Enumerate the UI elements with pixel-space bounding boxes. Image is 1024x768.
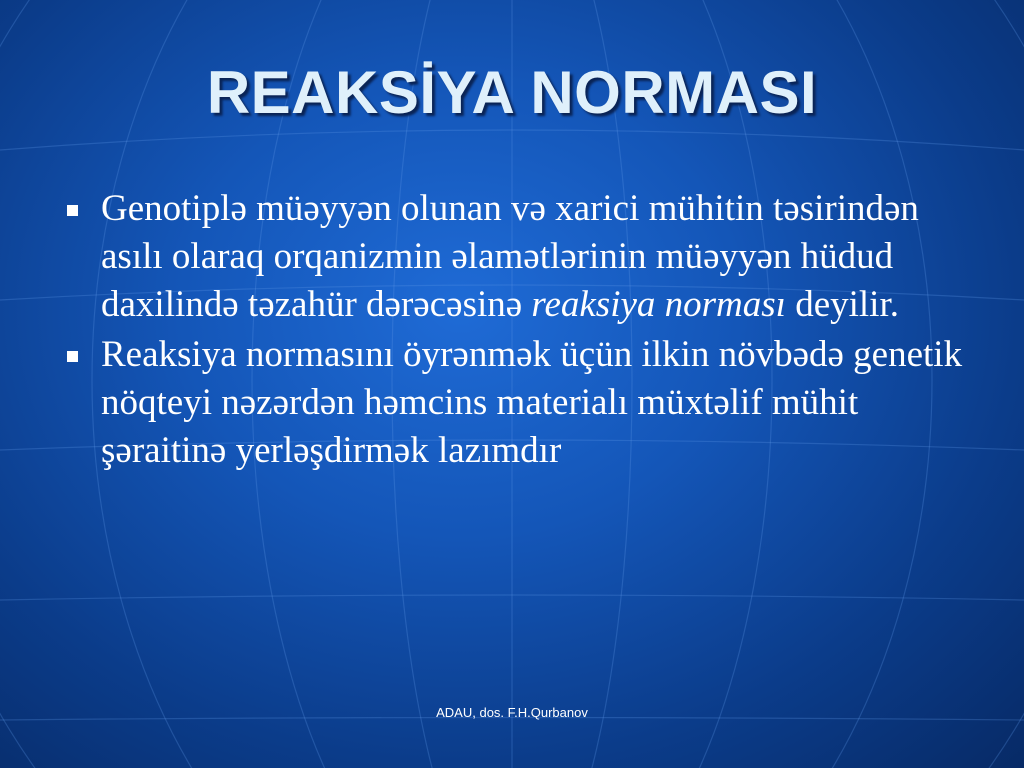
bullet-text: Genotiplə müəyyən olunan və xarici mühitin təsirindən asılı olaraq orqanizmin əlamətlərinin müəyyən hüdud daxilində təzahür dərəcəsinə (101, 188, 919, 325)
italic-term: reaksiya norması (531, 284, 786, 325)
footer-credit: ADAU, dos. F.H.Qurbanov (436, 705, 588, 720)
square-bullet-icon (67, 351, 78, 362)
list-item (62, 185, 982, 329)
square-bullet-icon (67, 205, 78, 216)
bullet-list (62, 185, 982, 477)
list-item (62, 331, 982, 475)
bullet-text: Reaksiya normasını öyrənmək üçün ilkin növbədə genetik nöqteyi nəzərdən həmcins materialı müxtəlif mühit şəraitinə yerləşdirmək lazımdır (101, 334, 963, 471)
bullet-text-tail: deyilir. (785, 284, 899, 325)
slide-title: REAKSİYA NORMASI (206, 59, 818, 126)
